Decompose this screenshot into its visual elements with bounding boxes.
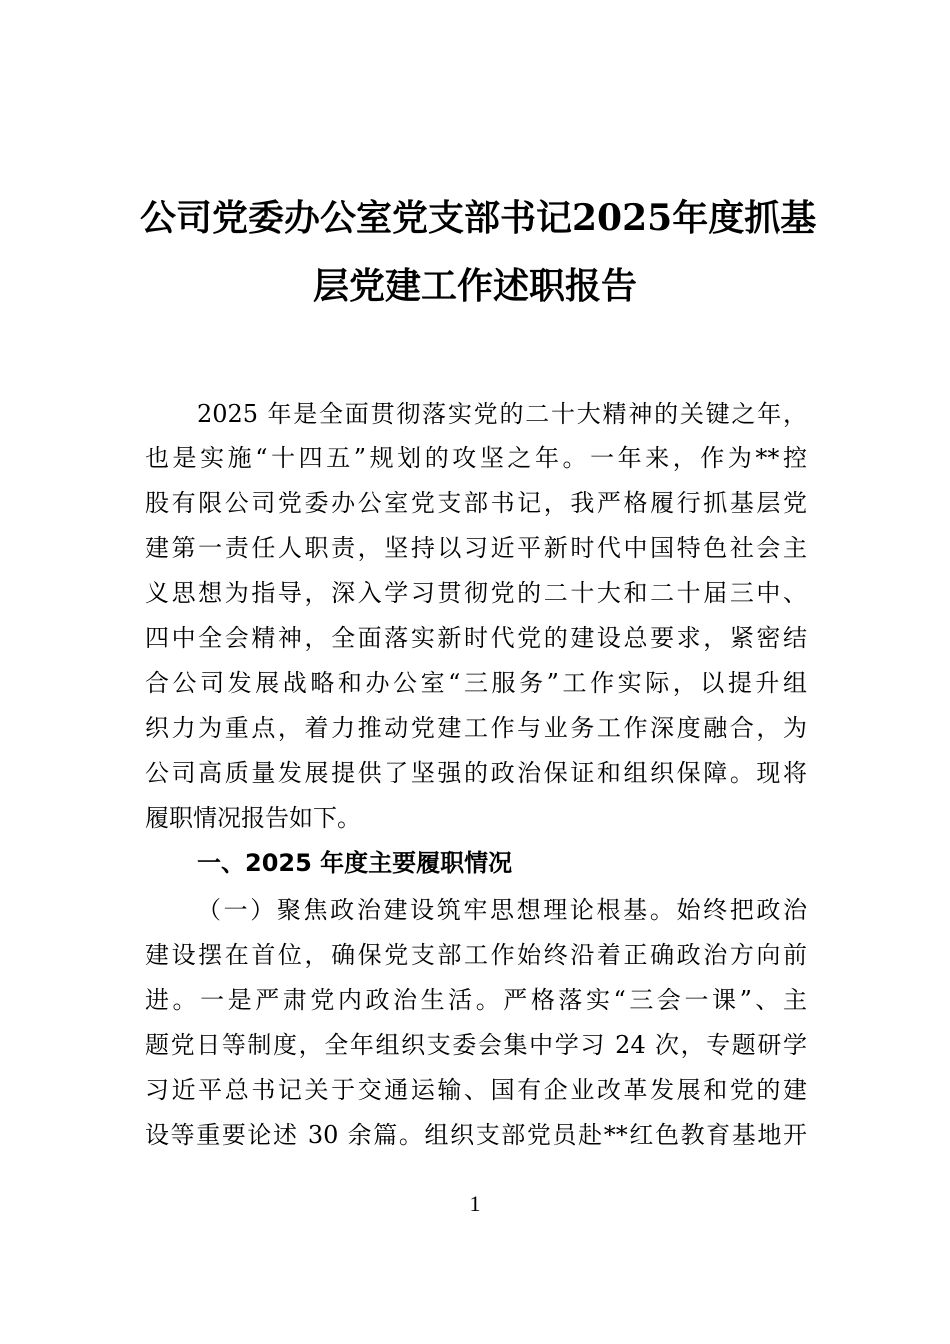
section-heading: 一、2025 年度主要履职情况: [197, 849, 513, 877]
intro-paragraph-line: 履职情况报告如下。: [145, 804, 361, 832]
intro-paragraph-line: 股有限公司党委办公室党支部书记，我严格履行抓基层党: [145, 489, 807, 517]
section-paragraph-line: 设等重要论述 30 余篇。组织支部党员赴**红色教育基地开: [145, 1121, 807, 1149]
section-paragraph-line: 建设摆在首位，确保党支部工作始终沿着正确政治方向前: [145, 941, 807, 969]
intro-paragraph-line: 义思想为指导，深入学习贯彻党的二十大和二十届三中、: [145, 579, 807, 607]
intro-paragraph-line: 四中全会精神，全面落实新时代党的建设总要求，紧密结: [145, 624, 807, 652]
page-number: 1: [469, 1191, 481, 1216]
intro-paragraph-line: 公司高质量发展提供了坚强的政治保证和组织保障。现将: [145, 759, 807, 787]
intro-paragraph-line: 也是实施“十四五”规划的攻坚之年。一年来，作为**控: [145, 444, 807, 472]
document-title-line-1: 公司党委办公室党支部书记2025年度抓基: [140, 197, 817, 239]
section-paragraph-line: （一）聚焦政治建设筑牢思想理论根基。始终把政治: [197, 896, 807, 924]
document-title-line-2: 层党建工作述职报告: [312, 265, 637, 307]
intro-paragraph-line: 合公司发展战略和办公室“三服务”工作实际，以提升组: [145, 669, 807, 697]
intro-paragraph-line: 2025 年是全面贯彻落实党的二十大精神的关键之年，: [197, 400, 807, 428]
section-paragraph-line: 题党日等制度，全年组织支委会集中学习 24 次，专题研学: [145, 1031, 807, 1059]
section-paragraph-line: 习近平总书记关于交通运输、国有企业改革发展和党的建: [145, 1076, 807, 1104]
section-paragraph-line: 进。一是严肃党内政治生活。严格落实“三会一课”、主: [145, 986, 807, 1014]
intro-paragraph-line: 织力为重点，着力推动党建工作与业务工作深度融合，为: [145, 714, 807, 742]
intro-paragraph-line: 建第一责任人职责，坚持以习近平新时代中国特色社会主: [145, 534, 807, 562]
